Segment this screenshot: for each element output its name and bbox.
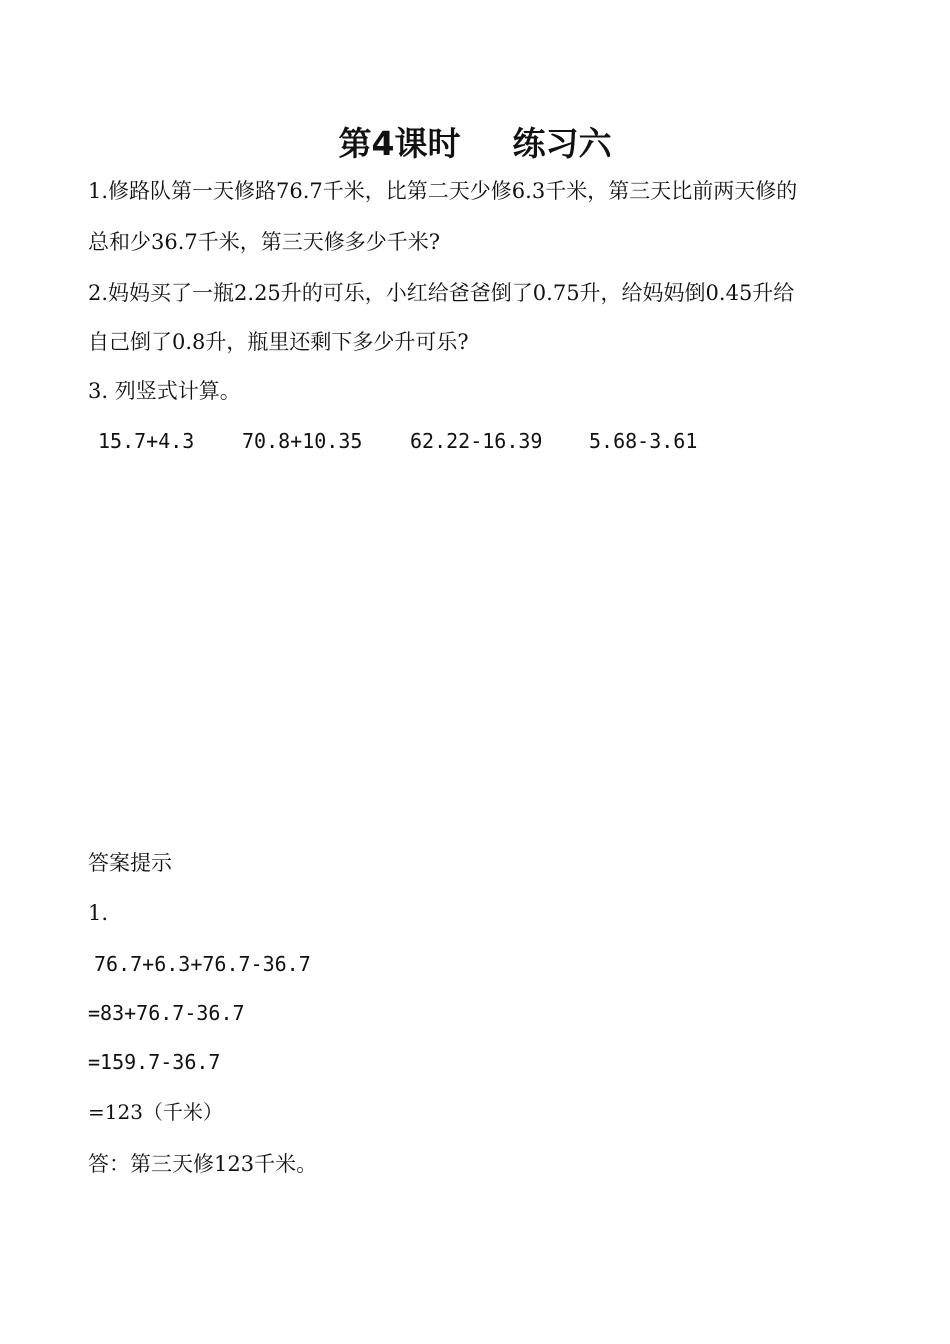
page-title — [0, 122, 950, 166]
calculation-item: 70.8+10.35 — [242, 429, 363, 453]
answer-number: 1. — [88, 901, 109, 925]
answer-step: =123（千米） — [88, 1100, 223, 1124]
answer-conclusion: 答：第三天修123千米。 — [88, 1152, 318, 1176]
problem-3-heading: 3. 列竖式计算。 — [88, 379, 241, 403]
answer-step: =159.7-36.7 — [88, 1050, 221, 1074]
answers-heading: 答案提示 — [88, 851, 172, 875]
problem-2-line-1: 2.妈妈买了一瓶2.25升的可乐，小红给爸爸倒了0.75升，给妈妈倒0.45升给 — [88, 281, 795, 305]
calculation-list — [0, 427, 950, 455]
title-name: 练习六 — [512, 124, 612, 163]
problem-2-line-2: 自己倒了0.8升，瓶里还剩下多少升可乐? — [88, 330, 469, 354]
problem-1-line-2: 总和少36.7千米，第三天修多少千米? — [88, 230, 441, 254]
answer-step: =83+76.7-36.7 — [88, 1001, 245, 1025]
problem-1-line-1: 1.修路队第一天修路76.7千米，比第二天少修6.3千米，第三天比前两天修的 — [88, 179, 798, 203]
calculation-item: 15.7+4.3 — [98, 429, 195, 453]
calculation-item: 62.22-16.39 — [410, 429, 543, 453]
calculation-item: 5.68-3.61 — [589, 429, 698, 453]
answer-step: 76.7+6.3+76.7-36.7 — [94, 952, 311, 976]
title-lesson: 第4课时 — [338, 124, 461, 163]
